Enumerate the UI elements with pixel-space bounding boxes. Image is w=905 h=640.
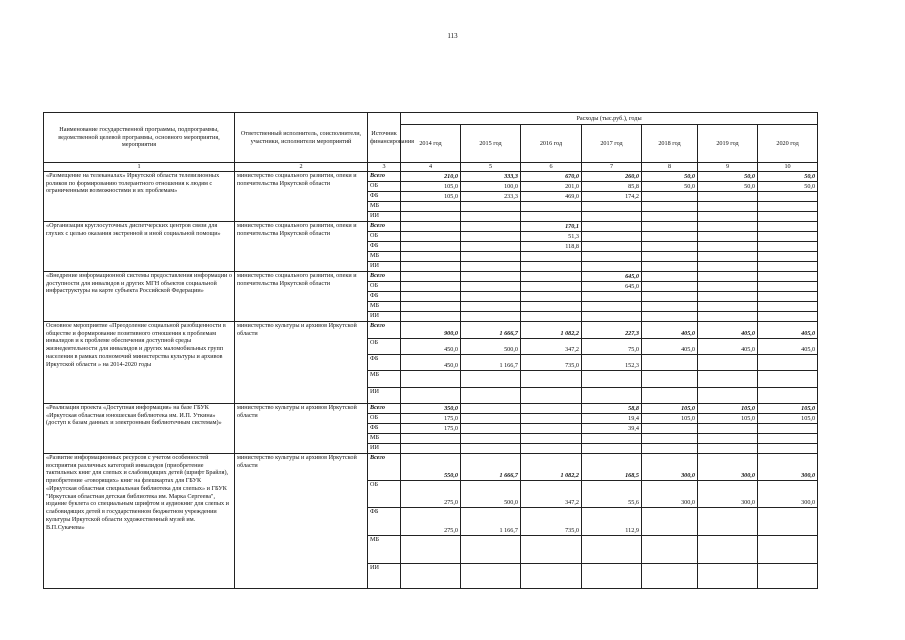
amount-cell (642, 370, 698, 387)
column-number: 10 (758, 163, 818, 172)
amount-cell (698, 241, 758, 251)
amount-cell (582, 433, 642, 443)
amount-cell (461, 271, 521, 281)
amount-cell (582, 535, 642, 563)
amount-cell (461, 403, 521, 413)
amount-cell: 735,0 (521, 354, 582, 370)
amount-cell: 1 166,7 (461, 507, 521, 535)
amount-cell (461, 291, 521, 301)
amount-cell: 105,0 (698, 413, 758, 423)
amount-cell (642, 507, 698, 535)
header-year: 2020 год (758, 125, 818, 163)
funding-source: Всего (368, 221, 401, 231)
amount-cell (582, 231, 642, 241)
funding-source: ФБ (368, 191, 401, 201)
amount-cell (521, 413, 582, 423)
funding-source: ФБ (368, 291, 401, 301)
amount-cell: 105,0 (642, 403, 698, 413)
amount-cell (698, 251, 758, 261)
amount-cell: 550,0 (401, 453, 461, 480)
funding-source: Всего (368, 403, 401, 413)
amount-cell (401, 387, 461, 403)
funding-source: Всего (368, 171, 401, 181)
amount-cell (758, 423, 818, 433)
amount-cell: 275,0 (401, 480, 461, 507)
amount-cell (642, 231, 698, 241)
column-number: 3 (368, 163, 401, 172)
amount-cell: 50,0 (642, 171, 698, 181)
amount-cell: 450,0 (401, 354, 461, 370)
amount-cell: 1 166,7 (461, 354, 521, 370)
amount-cell (758, 241, 818, 251)
amount-cell (642, 433, 698, 443)
amount-cell (758, 301, 818, 311)
amount-cell: 85,8 (582, 181, 642, 191)
amount-cell (642, 563, 698, 588)
amount-cell (461, 433, 521, 443)
amount-cell (642, 387, 698, 403)
amount-cell (461, 370, 521, 387)
amount-cell: 175,0 (401, 413, 461, 423)
amount-cell: 450,0 (401, 338, 461, 354)
amount-cell (461, 387, 521, 403)
amount-cell (401, 370, 461, 387)
activity-name: «Внедрение информационной системы предоставления информации о доступности для инвалидов и других МГН объектов социальной инфраструктуры на карте субъекта Российской Федерации» (44, 271, 235, 321)
amount-cell (698, 433, 758, 443)
amount-cell (758, 281, 818, 291)
column-number: 5 (461, 163, 521, 172)
amount-cell (698, 563, 758, 588)
amount-cell: 670,0 (521, 171, 582, 181)
amount-cell (582, 261, 642, 271)
column-number: 4 (401, 163, 461, 172)
activity-executor: министерство социального развития, опеки и попечительства Иркутской области (235, 221, 368, 271)
amount-cell (582, 443, 642, 453)
amount-cell: 105,0 (758, 403, 818, 413)
table-row (44, 221, 818, 231)
funding-source: ОБ (368, 338, 401, 354)
amount-cell: 645,0 (582, 271, 642, 281)
header-name: Наименование государственной программы, подпрограммы, ведомственной целевой программы, основного мероприятия, мероприятия (44, 113, 235, 163)
funding-source: Всего (368, 271, 401, 281)
amount-cell (401, 311, 461, 321)
funding-source: ФБ (368, 423, 401, 433)
activity-executor: министерство социального развития, опеки и попечительства Иркутской области (235, 171, 368, 221)
amount-cell: 105,0 (642, 413, 698, 423)
amount-cell (401, 241, 461, 251)
amount-cell: 347,2 (521, 338, 582, 354)
amount-cell: 300,0 (698, 480, 758, 507)
activity-executor: министерство культуры и архивов Иркутской области (235, 403, 368, 453)
funding-source: ОБ (368, 181, 401, 191)
amount-cell (758, 370, 818, 387)
amount-cell (401, 211, 461, 221)
amount-cell: 300,0 (758, 480, 818, 507)
amount-cell (698, 301, 758, 311)
amount-cell (642, 535, 698, 563)
amount-cell: 275,0 (401, 507, 461, 535)
amount-cell (521, 423, 582, 433)
amount-cell (758, 231, 818, 241)
column-number: 7 (582, 163, 642, 172)
amount-cell (642, 221, 698, 231)
header-year: 2017 год (582, 125, 642, 163)
amount-cell (461, 413, 521, 423)
amount-cell (582, 201, 642, 211)
header-executor: Ответственный исполнитель, соисполнители, участники, исполнители мероприятий (235, 113, 368, 163)
amount-cell (758, 354, 818, 370)
amount-cell (401, 201, 461, 211)
activity-executor: министерство социального развития, опеки и попечительства Иркутской области (235, 271, 368, 321)
amount-cell: 260,0 (582, 171, 642, 181)
activity-name: «Реализация проекта «Доступная информация» на базе ГБУК «Иркутская областная юношеская библиотека им. И.П. Уткина» (доступ к базам данных и электронным библиотечным системам)» (44, 403, 235, 453)
amount-cell (521, 261, 582, 271)
amount-cell (698, 387, 758, 403)
funding-source: МБ (368, 251, 401, 261)
column-number: 1 (44, 163, 235, 172)
amount-cell (401, 281, 461, 291)
activity-name: «Размещение на телеканалах» Иркутской области телевизионных роликов по формированию толерантного отношения к людям с ограниченными возможностями и их проблемам» (44, 171, 235, 221)
amount-cell (582, 251, 642, 261)
header-year: 2015 год (461, 125, 521, 163)
funding-source: ИИ (368, 443, 401, 453)
amount-cell (758, 261, 818, 271)
amount-cell (401, 443, 461, 453)
table-row (44, 453, 818, 480)
amount-cell (642, 301, 698, 311)
amount-cell (521, 251, 582, 261)
amount-cell (698, 507, 758, 535)
amount-cell: 735,0 (521, 507, 582, 535)
amount-cell (401, 301, 461, 311)
amount-cell: 50,0 (758, 181, 818, 191)
amount-cell (461, 535, 521, 563)
amount-cell (521, 271, 582, 281)
amount-cell (642, 311, 698, 321)
amount-cell (698, 261, 758, 271)
amount-cell (698, 311, 758, 321)
amount-cell (758, 191, 818, 201)
amount-cell: 50,0 (698, 181, 758, 191)
funding-source: Всего (368, 453, 401, 480)
activity-name: «Развитие информационных ресурсов с учетом особенностей восприятия различных категорий инвалидов (приобретение тактильных книг для слепых и слабовидящих детей (шрифт Брайля), приобретение «говорящих» книг на флешкартах для ГБУК «Иркутская областная специальная библиотека для слепых» и ГБУК "Иркутская областная детская библиотека им. Марка Сергеева", издание буклета со специальным шрифтом и аудиокниг для слепых и слабовидящих детей в государственном бюджетном учреждении культуры Иркутской области художественный музей им. В.П.Сукачева» (44, 453, 235, 588)
amount-cell (642, 241, 698, 251)
amount-cell (401, 563, 461, 588)
amount-cell: 1 082,2 (521, 453, 582, 480)
activity-executor: министерство культуры и архивов Иркутской области (235, 453, 368, 588)
amount-cell: 39,4 (582, 423, 642, 433)
amount-cell (642, 261, 698, 271)
amount-cell (521, 201, 582, 211)
amount-cell (698, 271, 758, 281)
funding-source: ИИ (368, 211, 401, 221)
funding-source: МБ (368, 535, 401, 563)
amount-cell: 405,0 (698, 338, 758, 354)
funding-source: МБ (368, 370, 401, 387)
amount-cell: 900,0 (401, 321, 461, 338)
funding-source: ФБ (368, 241, 401, 251)
amount-cell: 51,3 (521, 231, 582, 241)
amount-cell (758, 201, 818, 211)
amount-cell (698, 281, 758, 291)
amount-cell: 300,0 (698, 453, 758, 480)
amount-cell (582, 241, 642, 251)
amount-cell (461, 443, 521, 453)
amount-cell (698, 231, 758, 241)
amount-cell: 1 666,7 (461, 453, 521, 480)
amount-cell (461, 301, 521, 311)
amount-cell (758, 271, 818, 281)
amount-cell (758, 291, 818, 301)
amount-cell: 112,9 (582, 507, 642, 535)
amount-cell (758, 433, 818, 443)
amount-cell: 405,0 (758, 338, 818, 354)
amount-cell (582, 563, 642, 588)
funding-source: ОБ (368, 231, 401, 241)
amount-cell: 75,0 (582, 338, 642, 354)
amount-cell: 300,0 (758, 453, 818, 480)
amount-cell (521, 211, 582, 221)
amount-cell (698, 535, 758, 563)
funding-source: ФБ (368, 507, 401, 535)
amount-cell (698, 423, 758, 433)
amount-cell (642, 443, 698, 453)
amount-cell: 152,3 (582, 354, 642, 370)
amount-cell: 347,2 (521, 480, 582, 507)
amount-cell: 300,0 (642, 453, 698, 480)
amount-cell: 105,0 (401, 181, 461, 191)
amount-cell: 19,4 (582, 413, 642, 423)
amount-cell: 118,8 (521, 241, 582, 251)
amount-cell (758, 387, 818, 403)
amount-cell: 210,0 (401, 171, 461, 181)
amount-cell (582, 387, 642, 403)
amount-cell (521, 370, 582, 387)
funding-source: ИИ (368, 563, 401, 588)
amount-cell (698, 354, 758, 370)
amount-cell (758, 211, 818, 221)
funding-source: ОБ (368, 480, 401, 507)
amount-cell: 50,0 (698, 171, 758, 181)
amount-cell (521, 281, 582, 291)
activity-name: Основное мероприятие «Преодоление социальной разобщенности в обществе и формирование позитивного отношения к проблемам инвалидов и к проблеме обеспечения доступной среды жизнедеятельности для инвалидов и других маломобильных групп населения в рамках полномочий министерства культуры и архивов Иркутской области » на 2014-2020 годы (44, 321, 235, 403)
amount-cell (461, 261, 521, 271)
table-row (44, 171, 818, 181)
amount-cell (698, 211, 758, 221)
amount-cell (642, 354, 698, 370)
amount-cell (758, 563, 818, 588)
amount-cell (642, 291, 698, 301)
amount-cell: 105,0 (698, 403, 758, 413)
amount-cell (461, 563, 521, 588)
header-year: 2016 год (521, 125, 582, 163)
amount-cell (758, 221, 818, 231)
amount-cell (582, 370, 642, 387)
amount-cell: 500,0 (461, 480, 521, 507)
budget-table (43, 112, 818, 589)
amount-cell: 350,0 (401, 403, 461, 413)
amount-cell (401, 291, 461, 301)
amount-cell: 645,0 (582, 281, 642, 291)
amount-cell (698, 291, 758, 301)
amount-cell (642, 251, 698, 261)
amount-cell: 175,0 (401, 423, 461, 433)
amount-cell: 105,0 (758, 413, 818, 423)
amount-cell (461, 423, 521, 433)
column-number: 9 (698, 163, 758, 172)
column-number: 6 (521, 163, 582, 172)
funding-source: МБ (368, 433, 401, 443)
amount-cell (521, 433, 582, 443)
amount-cell: 174,2 (582, 191, 642, 201)
funding-source: МБ (368, 301, 401, 311)
amount-cell (642, 211, 698, 221)
activity-name: «Организация круглосуточных диспетчерских центров связи для глухих с целью оказания экстренной и иной социальной помощи» (44, 221, 235, 271)
amount-cell (642, 423, 698, 433)
amount-cell (698, 191, 758, 201)
amount-cell (642, 281, 698, 291)
amount-cell: 405,0 (698, 321, 758, 338)
amount-cell (401, 261, 461, 271)
column-number: 2 (235, 163, 368, 172)
amount-cell (521, 301, 582, 311)
amount-cell: 1 082,2 (521, 321, 582, 338)
amount-cell (698, 443, 758, 453)
amount-cell (582, 301, 642, 311)
amount-cell (461, 251, 521, 261)
amount-cell (461, 201, 521, 211)
amount-cell (461, 311, 521, 321)
table-row (44, 271, 818, 281)
column-number: 8 (642, 163, 698, 172)
amount-cell: 233,3 (461, 191, 521, 201)
amount-cell: 50,0 (758, 171, 818, 181)
amount-cell (698, 370, 758, 387)
amount-cell: 500,0 (461, 338, 521, 354)
funding-source: ОБ (368, 413, 401, 423)
amount-cell: 300,0 (642, 480, 698, 507)
amount-cell (521, 291, 582, 301)
amount-cell (401, 221, 461, 231)
amount-cell (758, 507, 818, 535)
amount-cell (698, 221, 758, 231)
page-number: 113 (447, 32, 458, 40)
amount-cell (758, 443, 818, 453)
amount-cell: 100,0 (461, 181, 521, 191)
header-year: 2018 год (642, 125, 698, 163)
amount-cell (582, 291, 642, 301)
table-row (44, 403, 818, 413)
amount-cell (758, 251, 818, 261)
amount-cell: 405,0 (642, 338, 698, 354)
amount-cell (521, 535, 582, 563)
amount-cell (698, 201, 758, 211)
funding-source: Всего (368, 321, 401, 338)
header-year: 2019 год (698, 125, 758, 163)
amount-cell (461, 281, 521, 291)
amount-cell: 405,0 (758, 321, 818, 338)
header-expenses: Расходы (тыс.руб.), годы (401, 113, 818, 125)
funding-source: ИИ (368, 311, 401, 321)
amount-cell: 168,5 (582, 453, 642, 480)
amount-cell (758, 311, 818, 321)
funding-source: ИИ (368, 387, 401, 403)
amount-cell: 170,1 (521, 221, 582, 231)
amount-cell (461, 211, 521, 221)
amount-cell (521, 387, 582, 403)
amount-cell: 50,0 (642, 181, 698, 191)
amount-cell (642, 191, 698, 201)
amount-cell (758, 535, 818, 563)
amount-cell: 201,0 (521, 181, 582, 191)
amount-cell: 55,6 (582, 480, 642, 507)
amount-cell (642, 201, 698, 211)
amount-cell: 333,3 (461, 171, 521, 181)
amount-cell (582, 211, 642, 221)
amount-cell (582, 311, 642, 321)
amount-cell (461, 231, 521, 241)
amount-cell (401, 433, 461, 443)
activity-executor: министерство культуры и архивов Иркутской области (235, 321, 368, 403)
amount-cell: 1 666,7 (461, 321, 521, 338)
header-year: 2014 год (401, 125, 461, 163)
amount-cell (521, 311, 582, 321)
table-row (44, 321, 818, 338)
amount-cell: 227,3 (582, 321, 642, 338)
amount-cell (401, 535, 461, 563)
amount-cell (401, 251, 461, 261)
amount-cell (401, 231, 461, 241)
amount-cell: 58,8 (582, 403, 642, 413)
amount-cell: 469,0 (521, 191, 582, 201)
header-source: Источник финансирования (368, 113, 401, 163)
amount-cell (401, 271, 461, 281)
funding-source: МБ (368, 201, 401, 211)
amount-cell: 105,0 (401, 191, 461, 201)
funding-source: ФБ (368, 354, 401, 370)
amount-cell: 405,0 (642, 321, 698, 338)
funding-source: ОБ (368, 281, 401, 291)
amount-cell (461, 241, 521, 251)
amount-cell (461, 221, 521, 231)
funding-source: ИИ (368, 261, 401, 271)
amount-cell (582, 221, 642, 231)
amount-cell (521, 563, 582, 588)
amount-cell (521, 443, 582, 453)
amount-cell (521, 403, 582, 413)
amount-cell (642, 271, 698, 281)
